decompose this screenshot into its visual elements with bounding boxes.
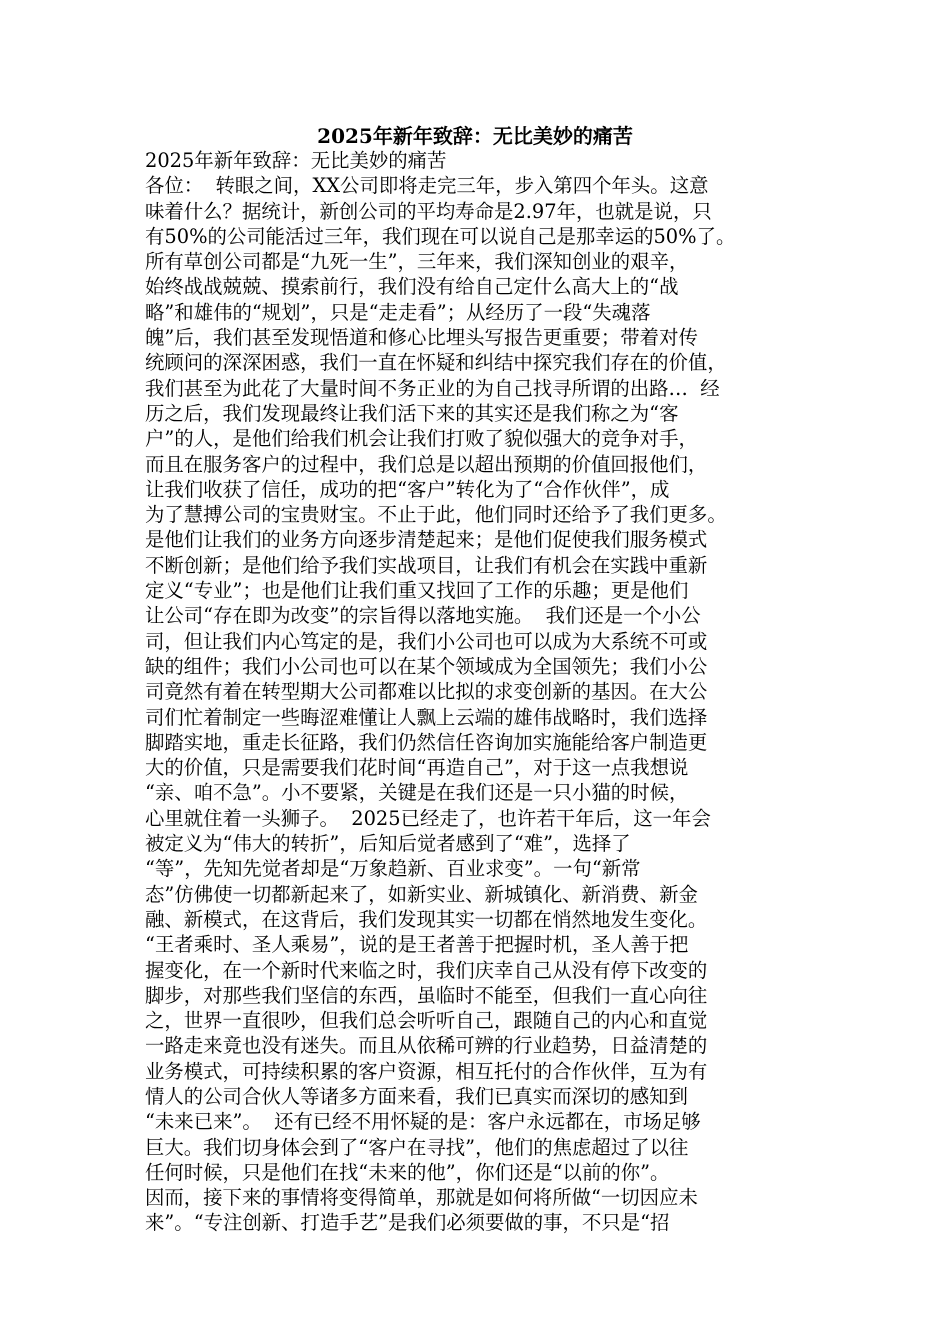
body-text-line: 所有草创公司都是“九死一生”，三年来，我们深知创业的艰辛， <box>145 250 689 274</box>
body-text-line: 缺的组件；我们小公司也可以在某个领域成为全国领先；我们小公 <box>145 654 708 678</box>
body-text-line: 司竟然有着在转型期大公司都难以比拟的求变创新的基因。在大公 <box>145 680 708 704</box>
body-text-line: 魄”后，我们甚至发现悟道和修心比埋头写报告更重要；带着对传 <box>145 326 698 350</box>
body-text-line: 而且在服务客户的过程中，我们总是以超出预期的价值回报他们， <box>145 452 708 476</box>
body-text-line: 业务模式，可持续积累的客户资源，相互托付的合作伙伴，互为有 <box>145 1059 708 1083</box>
body-text-line: 是他们让我们的业务方向逐步清楚起来；是他们促使我们服务模式 <box>145 528 708 552</box>
body-text-line: 让我们收获了信任，成功的把“客户”转化为了“合作伙伴”，成 <box>145 477 670 501</box>
body-text-line: “亲、咱不急”。小不要紧，关键是在我们还是一只小猫的时候， <box>145 781 689 805</box>
body-text-line: 融、新模式，在这背后，我们发现其实一切都在悄然地发生变化。 <box>145 907 708 931</box>
body-text-line: 脚踏实地，重走长征路，我们仍然信任咨询加实施能给客户制造更 <box>145 730 708 754</box>
body-text-line: 统顾问的深深困惑，我们一直在怀疑和纠结中探究我们存在的价值， <box>145 351 727 375</box>
body-text-line: 脚步，对那些我们坚信的东西，虽临时不能至，但我们一直心向往 <box>145 983 708 1007</box>
body-text-line: 我们甚至为此花了大量时间不务正业的为自己找寻所谓的出路… 经 <box>145 376 720 400</box>
body-text-line: 让公司“存在即为改变”的宗旨得以落地实施。 我们还是一个小公 <box>145 604 701 628</box>
body-text-line: 历之后，我们发现最终让我们活下来的其实还是我们称之为“客 <box>145 401 679 425</box>
body-text-line: 为了慧搏公司的宝贵财宝。不止于此，他们同时还给予了我们更多。 <box>145 503 727 527</box>
body-text-line: 略”和雄伟的“规划”，只是“走走看”；从经历了一段“失魂落 <box>145 300 651 324</box>
body-text-line: “王者乘时、圣人乘易”，说的是王者善于把握时机，圣人善于把 <box>145 933 689 957</box>
body-text-line: 来”。“专注创新、打造手艺”是我们必须要做的事，不只是“招 <box>145 1211 670 1235</box>
body-text-line: 被定义为“伟大的转折”，后知后觉者感到了“难”，选择了 <box>145 832 631 856</box>
body-text-line: 大的价值，只是需要我们花时间“再造自己”，对于这一点我想说 <box>145 756 689 780</box>
body-text-line: 因而，接下来的事情将变得简单，那就是如何将所做“一切因应未 <box>145 1186 698 1210</box>
body-text-line: 2025年新年致辞：无比美妙的痛苦 <box>145 149 447 172</box>
body-text-line: 司们忙着制定一些晦涩难懂让人飘上云端的雄伟战略时，我们选择 <box>145 705 708 729</box>
body-text-line: 巨大。我们切身体会到了“客户在寻找”，他们的焦虑超过了以往 <box>145 1135 689 1159</box>
body-text-line: 之，世界一直很吵，但我们总会听听自己，跟随自己的内心和直觉 <box>145 1009 708 1033</box>
body-text-line: 有50%的公司能活过三年，我们现在可以说自己是那幸运的50%了。 <box>145 224 736 248</box>
body-text-line: 不断创新；是他们给予我们实战项目，让我们有机会在实践中重新 <box>145 553 708 577</box>
body-text-line: “未来已来”。 还有已经不用怀疑的是：客户永远都在，市场足够 <box>145 1110 701 1134</box>
body-text-line: 各位： 转眼之间，XX公司即将走完三年，步入第四个年头。这意 <box>145 174 709 198</box>
body-text-line: 态”仿佛使一切都新起来了，如新实业、新城镇化、新消费、新金 <box>145 882 698 906</box>
body-text-line: 始终战战兢兢、摸索前行，我们没有给自己定什么高大上的“战 <box>145 275 679 299</box>
body-text-line: 任何时候，只是他们在找“未来的他”，你们还是“以前的你”。 <box>145 1160 670 1184</box>
body-text-line: “等”，先知先觉者却是“万象趋新、百业求变”。一句“新常 <box>145 857 641 881</box>
body-text-line: 味着什么？据统计，新创公司的平均寿命是2.97年，也就是说，只 <box>145 199 712 223</box>
body-text-line: 心里就住着一头狮子。 2025已经走了，也许若干年后，这一年会 <box>145 806 711 830</box>
body-text-line: 司，但让我们内心笃定的是，我们小公司也可以成为大系统不可或 <box>145 629 708 653</box>
body-text-line: 定义“专业”；也是他们让我们重又找回了工作的乐趣；更是他们 <box>145 579 689 603</box>
document-body <box>145 148 805 1236</box>
body-text-line: 握变化，在一个新时代来临之时，我们庆幸自己从没有停下改变的 <box>145 958 708 982</box>
body-text-line: 一路走来竟也没有迷失。而且从依稀可辨的行业趋势，日益清楚的 <box>145 1034 708 1058</box>
body-text-line: 户”的人，是他们给我们机会让我们打败了貌似强大的竞争对手， <box>145 427 698 451</box>
document-title: 2025年新年致辞：无比美妙的痛苦 <box>317 124 633 148</box>
body-text-line: 情人的公司合伙人等诸多方面来看，我们已真实而深切的感知到 <box>145 1084 688 1108</box>
